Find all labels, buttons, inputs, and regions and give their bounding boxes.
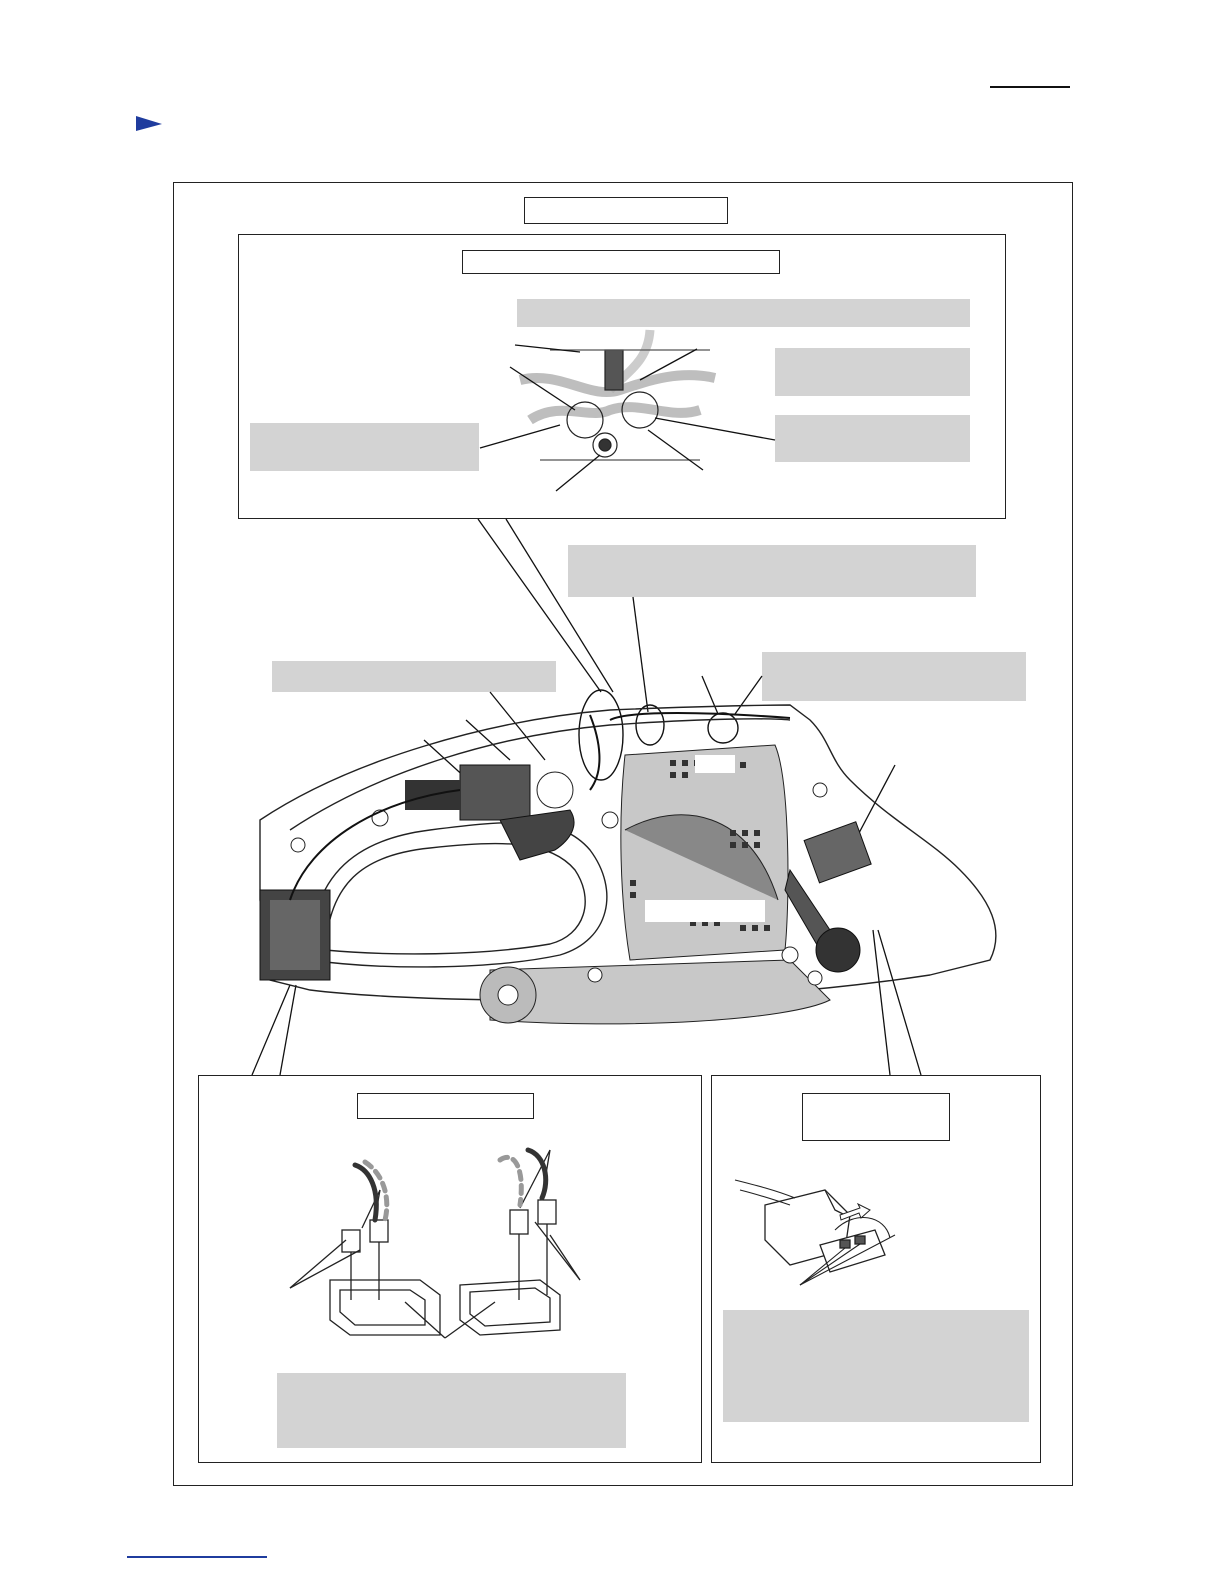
footer-link-underline[interactable] xyxy=(127,1556,267,1558)
tool-housing-illustration xyxy=(230,700,1010,1040)
note-box-lower-left xyxy=(277,1373,626,1448)
terminal-block-illustration xyxy=(280,1140,600,1350)
lower-left-title-box xyxy=(357,1093,534,1119)
lower-right-title-box xyxy=(802,1093,950,1141)
note-box-lower-right xyxy=(723,1310,1029,1422)
microswitch-illustration xyxy=(735,1160,915,1300)
